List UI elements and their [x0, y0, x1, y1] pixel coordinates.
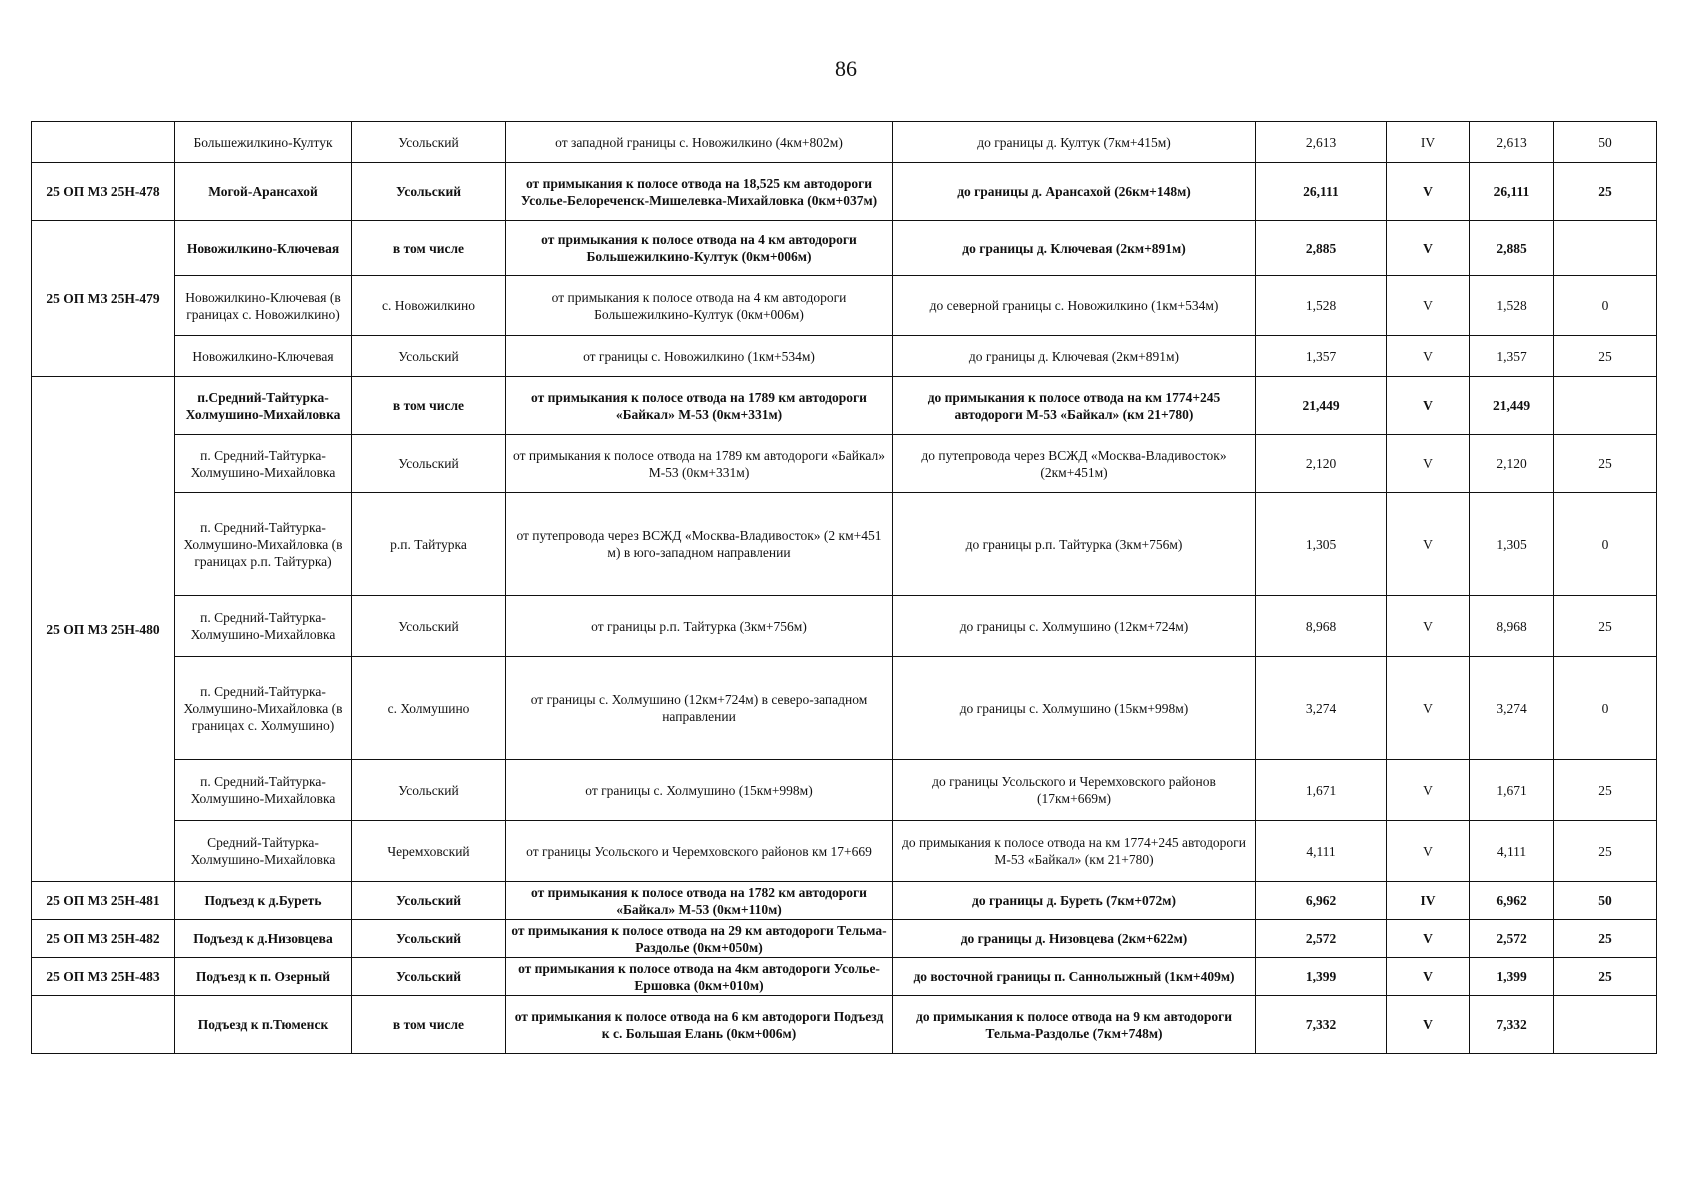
extra-cell: 25 — [1554, 596, 1657, 657]
table-row — [32, 760, 1657, 821]
length-cell: 3,274 — [1256, 657, 1387, 760]
from-cell: от примыкания к полосе отвода на 4 км автодороги Большежилкино-Култук (0км+006м) — [506, 276, 893, 336]
district-cell: в том числе — [352, 996, 506, 1054]
district-cell: Усольский — [352, 760, 506, 821]
from-cell: от западной границы с. Новожилкино (4км+802м) — [506, 122, 893, 163]
district-cell: в том числе — [352, 377, 506, 435]
to-cell: до границы с. Холмушино (12км+724м) — [893, 596, 1256, 657]
district-cell: Усольский — [352, 596, 506, 657]
road-name-cell: п. Средний-Тайтурка-Холмушино-Михайловка — [175, 760, 352, 821]
to-cell: до примыкания к полосе отвода на км 1774+245 автодороги М-53 «Байкал» (км 21+780) — [893, 821, 1256, 882]
length-cell: 1,305 — [1256, 493, 1387, 596]
category-cell: IV — [1387, 882, 1470, 920]
length2-cell: 2,120 — [1470, 435, 1554, 493]
category-cell: V — [1387, 596, 1470, 657]
road-name-cell: п. Средний-Тайтурка-Холмушино-Михайловка (в границах с. Холмушино) — [175, 657, 352, 760]
category-cell: V — [1387, 336, 1470, 377]
extra-cell: 0 — [1554, 493, 1657, 596]
road-name-cell: Новожилкино-Ключевая (в границах с. Новожилкино) — [175, 276, 352, 336]
length2-cell: 2,572 — [1470, 920, 1554, 958]
from-cell: от примыкания к полосе отвода на 18,525 км автодороги Усолье-Белореченск-Мишелевка-Михайловка (0км+037м) — [506, 163, 893, 221]
extra-cell: 50 — [1554, 122, 1657, 163]
category-cell: IV — [1387, 122, 1470, 163]
category-cell: V — [1387, 760, 1470, 821]
length-cell: 6,962 — [1256, 882, 1387, 920]
road-code-cell: 25 ОП МЗ 25Н-483 — [32, 958, 175, 996]
length-cell: 21,449 — [1256, 377, 1387, 435]
extra-cell: 25 — [1554, 760, 1657, 821]
road-name-cell: п.Средний-Тайтурка-Холмушино-Михайловка — [175, 377, 352, 435]
from-cell: от границы с. Холмушино (15км+998м) — [506, 760, 893, 821]
table-row — [32, 276, 1657, 336]
length-cell: 1,357 — [1256, 336, 1387, 377]
from-cell: от примыкания к полосе отвода на 1782 км автодороги «Байкал» М-53 (0км+110м) — [506, 882, 893, 920]
from-cell: от примыкания к полосе отвода на 29 км автодороги Тельма-Раздолье (0км+050м) — [506, 920, 893, 958]
from-cell: от границы с. Новожилкино (1км+534м) — [506, 336, 893, 377]
district-cell: Усольский — [352, 882, 506, 920]
from-cell: от примыкания к полосе отвода на 4км автодороги Усолье-Ершовка (0км+010м) — [506, 958, 893, 996]
district-cell: в том числе — [352, 221, 506, 276]
table-row — [32, 221, 1657, 276]
from-cell: от границы с. Холмушино (12км+724м) в северо-западном направлении — [506, 657, 893, 760]
table-row — [32, 435, 1657, 493]
length2-cell: 8,968 — [1470, 596, 1554, 657]
road-name-cell: Средний-Тайтурка-Холмушино-Михайловка — [175, 821, 352, 882]
to-cell: до границы с. Холмушино (15км+998м) — [893, 657, 1256, 760]
length2-cell: 21,449 — [1470, 377, 1554, 435]
table-row — [32, 122, 1657, 163]
table-row — [32, 996, 1657, 1054]
extra-cell: 25 — [1554, 163, 1657, 221]
extra-cell: 25 — [1554, 920, 1657, 958]
category-cell: V — [1387, 493, 1470, 596]
length2-cell: 1,399 — [1470, 958, 1554, 996]
to-cell: до границы д. Култук (7км+415м) — [893, 122, 1256, 163]
length-cell: 1,528 — [1256, 276, 1387, 336]
road-code-cell: 25 ОП МЗ 25Н-481 — [32, 882, 175, 920]
category-cell: V — [1387, 920, 1470, 958]
to-cell: до северной границы с. Новожилкино (1км+534м) — [893, 276, 1256, 336]
district-cell: Усольский — [352, 336, 506, 377]
length2-cell: 1,305 — [1470, 493, 1554, 596]
from-cell: от границы р.п. Тайтурка (3км+756м) — [506, 596, 893, 657]
table-row — [32, 657, 1657, 760]
road-name-cell: п. Средний-Тайтурка-Холмушино-Михайловка (в границах р.п. Тайтурка) — [175, 493, 352, 596]
district-cell: Усольский — [352, 163, 506, 221]
extra-cell — [1554, 221, 1657, 276]
district-cell: Черемховский — [352, 821, 506, 882]
to-cell: до границы д. Буреть (7км+072м) — [893, 882, 1256, 920]
extra-cell — [1554, 996, 1657, 1054]
table-row — [32, 958, 1657, 996]
road-name-cell: п. Средний-Тайтурка-Холмушино-Михайловка — [175, 596, 352, 657]
category-cell: V — [1387, 958, 1470, 996]
to-cell: до границы р.п. Тайтурка (3км+756м) — [893, 493, 1256, 596]
table-row — [32, 821, 1657, 882]
roads-table — [31, 121, 1657, 1054]
extra-cell: 0 — [1554, 276, 1657, 336]
length2-cell: 1,528 — [1470, 276, 1554, 336]
category-cell: V — [1387, 377, 1470, 435]
to-cell: до границы д. Арансахой (26км+148м) — [893, 163, 1256, 221]
road-code-cell: 25 ОП МЗ 25Н-482 — [32, 920, 175, 958]
district-cell: с. Холмушино — [352, 657, 506, 760]
extra-cell: 25 — [1554, 336, 1657, 377]
road-code-cell — [32, 996, 175, 1054]
extra-cell: 0 — [1554, 657, 1657, 760]
road-name-cell: Подъезд к д.Буреть — [175, 882, 352, 920]
length2-cell: 4,111 — [1470, 821, 1554, 882]
length-cell: 1,399 — [1256, 958, 1387, 996]
length-cell: 2,613 — [1256, 122, 1387, 163]
category-cell: V — [1387, 996, 1470, 1054]
to-cell: до границы д. Ключевая (2км+891м) — [893, 336, 1256, 377]
to-cell: до границы д. Ключевая (2км+891м) — [893, 221, 1256, 276]
to-cell: до путепровода через ВСЖД «Москва-Владивосток» (2км+451м) — [893, 435, 1256, 493]
category-cell: V — [1387, 221, 1470, 276]
extra-cell: 25 — [1554, 435, 1657, 493]
road-code-cell: 25 ОП МЗ 25Н-478 — [32, 163, 175, 221]
district-cell: Усольский — [352, 958, 506, 996]
road-code-cell — [32, 122, 175, 163]
length2-cell: 2,613 — [1470, 122, 1554, 163]
table-row — [32, 920, 1657, 958]
from-cell: от примыкания к полосе отвода на 6 км автодороги Подъезд к с. Большая Елань (0км+006м) — [506, 996, 893, 1054]
length-cell: 26,111 — [1256, 163, 1387, 221]
table-row — [32, 163, 1657, 221]
road-code-cell: 25 ОП МЗ 25Н-479 — [32, 221, 175, 377]
extra-cell — [1554, 377, 1657, 435]
district-cell: Усольский — [352, 920, 506, 958]
road-name-cell: Подъезд к п.Тюменск — [175, 996, 352, 1054]
length2-cell: 7,332 — [1470, 996, 1554, 1054]
length-cell: 2,120 — [1256, 435, 1387, 493]
to-cell: до границы д. Низовцева (2км+622м) — [893, 920, 1256, 958]
length-cell: 2,885 — [1256, 221, 1387, 276]
category-cell: V — [1387, 435, 1470, 493]
road-code-cell: 25 ОП МЗ 25Н-480 — [32, 377, 175, 882]
table-row — [32, 493, 1657, 596]
length2-cell: 3,274 — [1470, 657, 1554, 760]
to-cell: до примыкания к полосе отвода на км 1774+245 автодороги М-53 «Байкал» (км 21+780) — [893, 377, 1256, 435]
length-cell: 4,111 — [1256, 821, 1387, 882]
road-name-cell: Большежилкино-Култук — [175, 122, 352, 163]
to-cell: до восточной границы п. Саннолыжный (1км+409м) — [893, 958, 1256, 996]
to-cell: до примыкания к полосе отвода на 9 км автодороги Тельма-Раздолье (7км+748м) — [893, 996, 1256, 1054]
length2-cell: 1,671 — [1470, 760, 1554, 821]
length2-cell: 6,962 — [1470, 882, 1554, 920]
extra-cell: 25 — [1554, 821, 1657, 882]
district-cell: с. Новожилкино — [352, 276, 506, 336]
from-cell: от путепровода через ВСЖД «Москва-Владивосток» (2 км+451 м) в юго-западном направлении — [506, 493, 893, 596]
road-name-cell: Новожилкино-Ключевая — [175, 221, 352, 276]
road-name-cell: Подъезд к д.Низовцева — [175, 920, 352, 958]
table-row — [32, 882, 1657, 920]
length2-cell: 1,357 — [1470, 336, 1554, 377]
length2-cell: 26,111 — [1470, 163, 1554, 221]
category-cell: V — [1387, 163, 1470, 221]
page-number: 86 — [835, 56, 857, 81]
length-cell: 1,671 — [1256, 760, 1387, 821]
length2-cell: 2,885 — [1470, 221, 1554, 276]
length-cell: 2,572 — [1256, 920, 1387, 958]
category-cell: V — [1387, 276, 1470, 336]
district-cell: Усольский — [352, 435, 506, 493]
from-cell: от примыкания к полосе отвода на 1789 км автодороги «Байкал» М-53 (0км+331м) — [506, 377, 893, 435]
to-cell: до границы Усольского и Черемховского районов (17км+669м) — [893, 760, 1256, 821]
road-name-cell: Новожилкино-Ключевая — [175, 336, 352, 377]
table-row — [32, 377, 1657, 435]
from-cell: от примыкания к полосе отвода на 4 км автодороги Большежилкино-Култук (0км+006м) — [506, 221, 893, 276]
district-cell: р.п. Тайтурка — [352, 493, 506, 596]
category-cell: V — [1387, 657, 1470, 760]
length-cell: 8,968 — [1256, 596, 1387, 657]
category-cell: V — [1387, 821, 1470, 882]
length-cell: 7,332 — [1256, 996, 1387, 1054]
road-name-cell: Могой-Арансахой — [175, 163, 352, 221]
extra-cell: 25 — [1554, 958, 1657, 996]
table-row — [32, 336, 1657, 377]
extra-cell: 50 — [1554, 882, 1657, 920]
table-row — [32, 596, 1657, 657]
road-name-cell: п. Средний-Тайтурка-Холмушино-Михайловка — [175, 435, 352, 493]
from-cell: от примыкания к полосе отвода на 1789 км автодороги «Байкал» М-53 (0км+331м) — [506, 435, 893, 493]
from-cell: от границы Усольского и Черемховского районов км 17+669 — [506, 821, 893, 882]
road-name-cell: Подъезд к п. Озерный — [175, 958, 352, 996]
district-cell: Усольский — [352, 122, 506, 163]
